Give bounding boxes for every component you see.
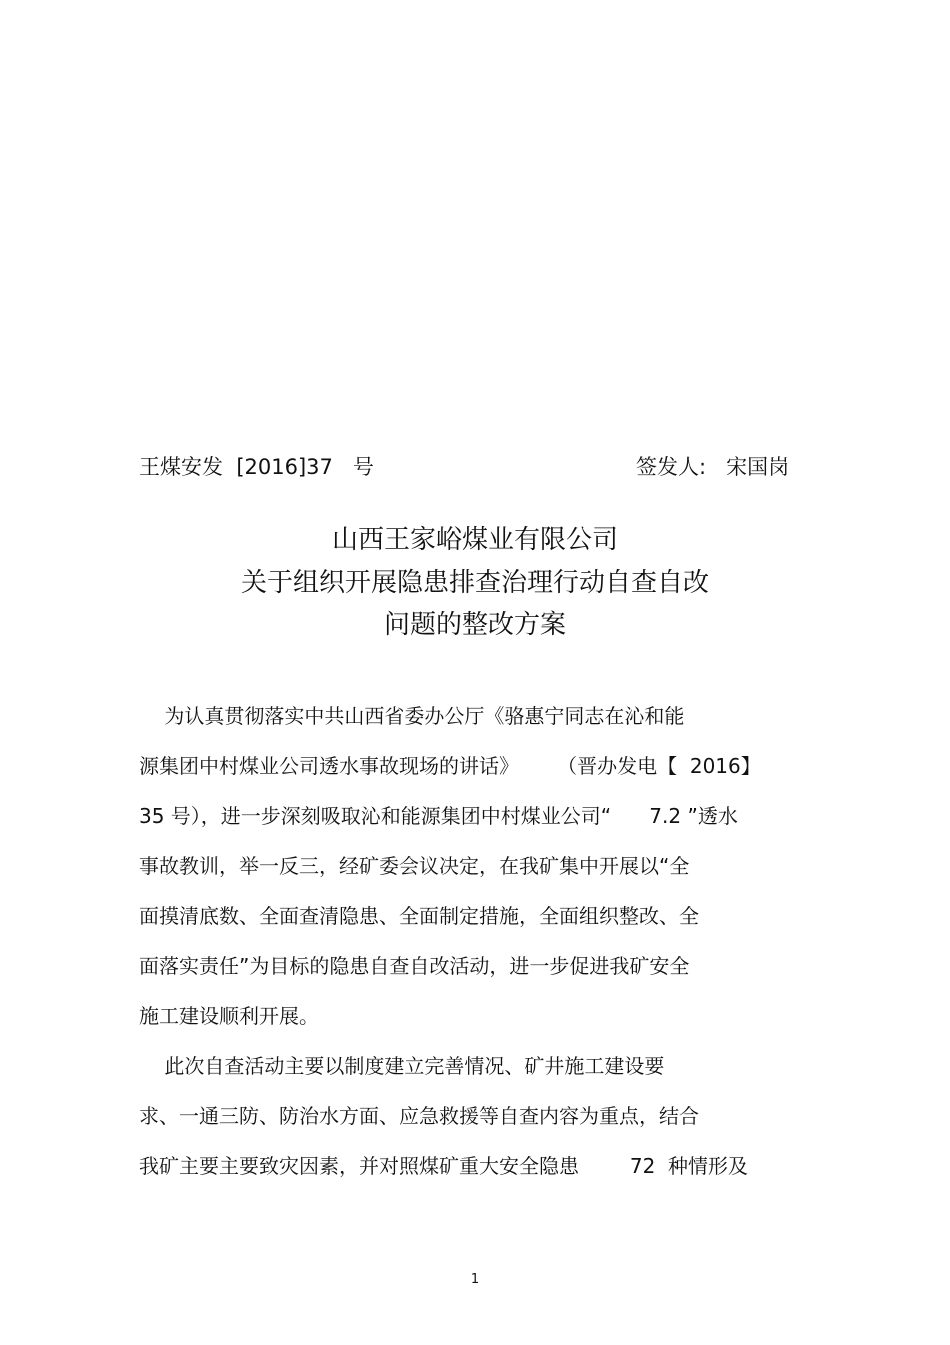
- body-line: 为认真贯彻落实中共山西省委办公厅《骆惠宁同志在沁和能: [139, 704, 685, 728]
- body-line: 源集团中村煤业公司透水事故现场的讲话》 （晋办发电【 2016】: [139, 754, 761, 778]
- body-line: 事故教训，举一反三，经矿委会议决定，在我矿集中开展以“全: [139, 854, 690, 878]
- body-line: 我矿主要主要致灾因素，并对照煤矿重大安全隐患 72 种情形及: [139, 1154, 749, 1178]
- document-number: 王煤安发 [2016]37 号: [139, 455, 374, 479]
- title-line-3: 问题的整改方案: [383, 610, 566, 640]
- body-line: 求、一通三防、防治水方面、应急救援等自查内容为重点，结合: [139, 1104, 699, 1128]
- title-line-1: 山西王家峪煤业有限公司: [331, 525, 618, 555]
- title-line-2: 关于组织开展隐患排查治理行动自查自改: [240, 568, 709, 598]
- body-line: 35 号），进一步深刻吸取沁和能源集团中村煤业公司“ 7.2 ”透水: [139, 804, 738, 828]
- signer: 签发人: 宋国岗: [636, 455, 790, 479]
- body-line: 施工建设顺利开展。: [139, 1004, 319, 1028]
- body-line: 面落实责任”为目标的隐患自查自改活动，进一步促进我矿安全: [139, 954, 690, 978]
- body-line: 此次自查活动主要以制度建立完善情况、矿井施工建设要: [139, 1054, 665, 1078]
- page-number: 1: [470, 1272, 480, 1287]
- body-line: 面摸清底数、全面查清隐患、全面制定措施，全面组织整改、全: [139, 904, 699, 928]
